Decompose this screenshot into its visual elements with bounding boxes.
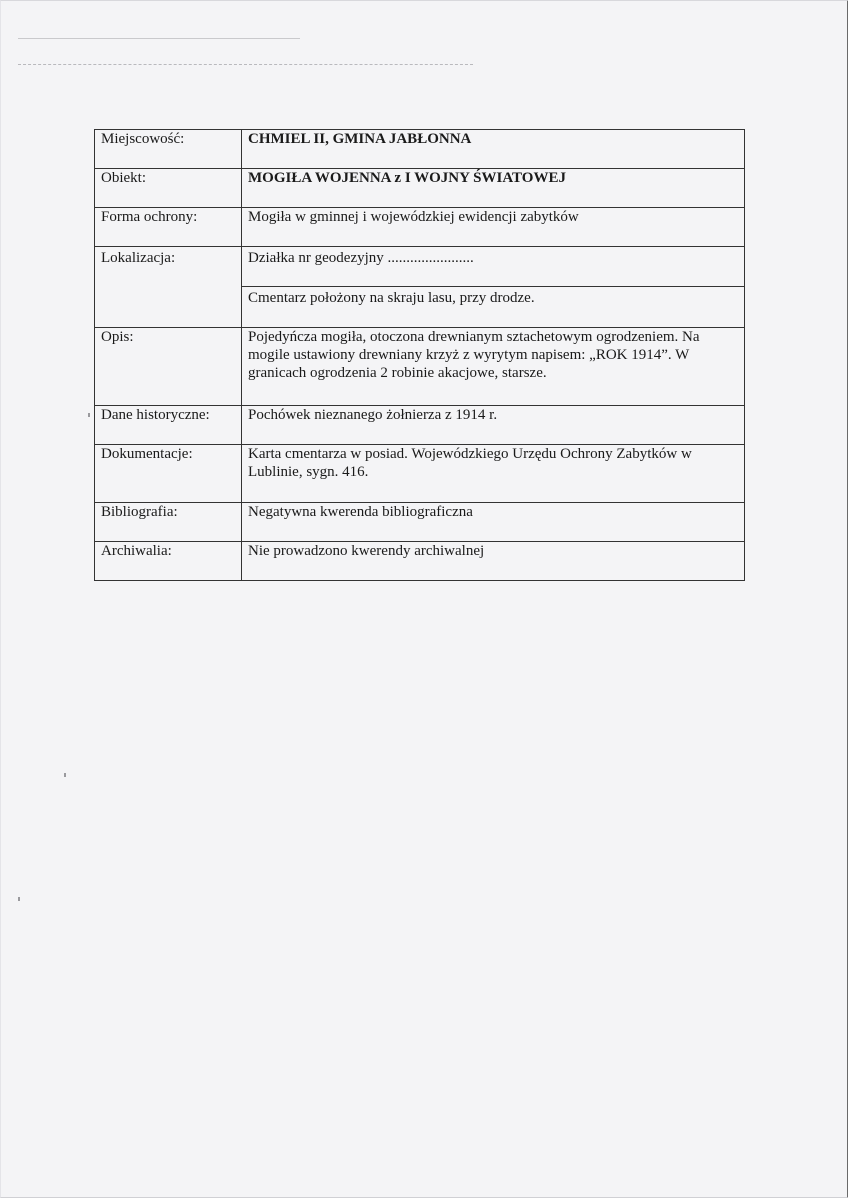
scan-artifact-dot: [88, 413, 90, 417]
table-row: [95, 247, 745, 287]
field-label: Miejscowość:: [95, 130, 242, 169]
scan-artifact-line: [18, 64, 473, 65]
field-value: Karta cmentarza w posiad. Wojewódzkiego Urzędu Ochrony Zabytków w Lublinie, sygn. 416.: [242, 445, 745, 503]
field-value: Działka nr geodezyjny .......................: [242, 247, 745, 287]
field-label: Bibliografia:: [95, 503, 242, 542]
field-label: Lokalizacja:: [95, 247, 242, 328]
field-label: Forma ochrony:: [95, 208, 242, 247]
monument-record-table: [94, 129, 745, 581]
field-value: Negatywna kwerenda bibliograficzna: [242, 503, 745, 542]
field-value: Pojedyńcza mogiła, otoczona drewnianym sztachetowym ogrodzeniem. Na mogile ustawiony drewniany krzyż z wyrytym napisem: „ROK 1914”. W granicach ogrodzenia 2 robinie akacjowe, starsze.: [242, 328, 745, 406]
table-row: [95, 328, 745, 406]
table-row: [95, 542, 745, 581]
table-row: [95, 406, 745, 445]
scan-artifact-line: [18, 38, 300, 39]
table-row: [95, 208, 745, 247]
field-label: Dane historyczne:: [95, 406, 242, 445]
field-value: Cmentarz położony na skraju lasu, przy drodze.: [242, 287, 745, 328]
table-row: [95, 130, 745, 169]
field-value: MOGIŁA WOJENNA z I WOJNY ŚWIATOWEJ: [242, 169, 745, 208]
scan-artifact-dot: [64, 773, 66, 777]
field-label: Opis:: [95, 328, 242, 406]
field-label: Dokumentacje:: [95, 445, 242, 503]
table-row: [95, 169, 745, 208]
table-row: [95, 445, 745, 503]
scan-artifact-dot: [18, 897, 20, 901]
table-row: [95, 503, 745, 542]
field-label: Archiwalia:: [95, 542, 242, 581]
field-value: CHMIEL II, GMINA JABŁONNA: [242, 130, 745, 169]
field-label: Obiekt:: [95, 169, 242, 208]
field-value: Nie prowadzono kwerendy archiwalnej: [242, 542, 745, 581]
field-value: Mogiła w gminnej i wojewódzkiej ewidencji zabytków: [242, 208, 745, 247]
field-value: Pochówek nieznanego żołnierza z 1914 r.: [242, 406, 745, 445]
